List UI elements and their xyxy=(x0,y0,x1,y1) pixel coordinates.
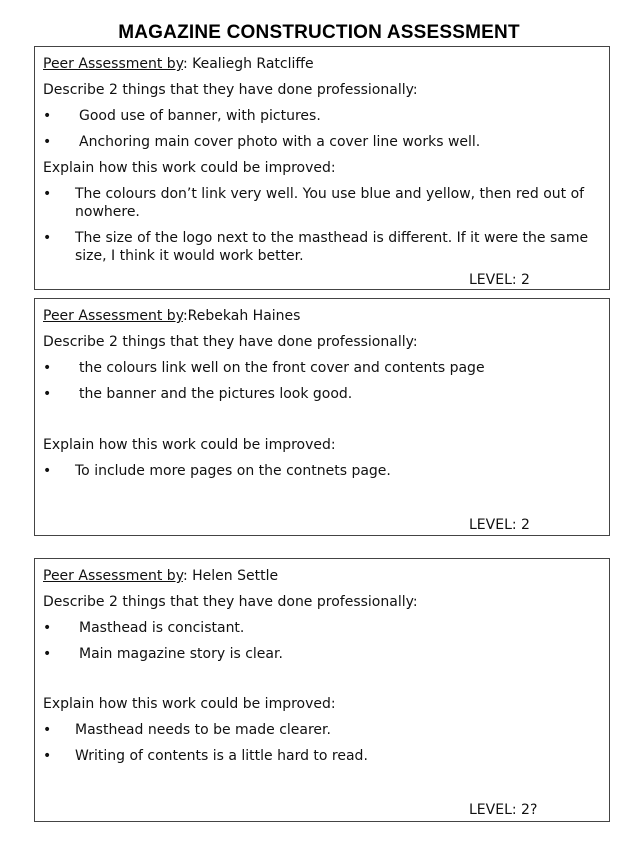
assessor-name: : Kealiegh Ratcliffe xyxy=(182,56,314,72)
bullet-icon: • xyxy=(43,186,52,202)
assessment-box-3 xyxy=(34,558,610,822)
assessor-label: Peer Assessment by xyxy=(43,308,183,324)
strength-item: the banner and the pictures look good. xyxy=(79,386,353,402)
assessor-line xyxy=(43,307,300,325)
improve-label: Explain how this work could be improved: xyxy=(43,437,336,453)
strength-item: Anchoring main cover photo with a cover line works well. xyxy=(79,134,481,150)
bullet-icon: • xyxy=(43,386,52,402)
bullet-icon: • xyxy=(43,748,52,764)
describe-label: Describe 2 things that they have done professionally: xyxy=(43,82,418,98)
bullet-icon: • xyxy=(43,620,52,636)
bullet-icon: • xyxy=(43,230,52,246)
strength-item: the colours link well on the front cover and contents page xyxy=(79,360,485,376)
level-score: LEVEL: 2? xyxy=(469,802,538,818)
bullet-icon: • xyxy=(43,646,52,662)
bullet-icon: • xyxy=(43,463,52,479)
bullet-icon: • xyxy=(43,360,52,376)
bullet-icon: • xyxy=(43,108,52,124)
improvement-item-line: nowhere. xyxy=(75,204,140,220)
improvement-item-line: The colours don’t link very well. You use blue and yellow, then red out of xyxy=(75,186,585,202)
describe-label: Describe 2 things that they have done professionally: xyxy=(43,334,418,350)
level-score: LEVEL: 2 xyxy=(469,272,530,288)
assessor-line xyxy=(43,55,314,73)
assessor-name: :Rebekah Haines xyxy=(182,308,301,324)
describe-label: Describe 2 things that they have done professionally: xyxy=(43,594,418,610)
strength-item: Masthead is concistant. xyxy=(79,620,245,636)
assessor-line xyxy=(43,567,278,585)
assessor-label: Peer Assessment by xyxy=(43,568,183,584)
improvement-item-line: size, I think it would work better. xyxy=(75,248,304,264)
assessment-box-1 xyxy=(34,46,610,290)
level-score: LEVEL: 2 xyxy=(469,517,530,533)
improvement-item-line: The size of the logo next to the masthead is different. If it were the same xyxy=(75,230,589,246)
strength-item: Main magazine story is clear. xyxy=(79,646,283,662)
improve-label: Explain how this work could be improved: xyxy=(43,696,336,712)
improvement-item: To include more pages on the contnets page. xyxy=(75,463,391,479)
bullet-icon: • xyxy=(43,134,52,150)
assessor-label: Peer Assessment by xyxy=(43,56,183,72)
assessment-box-2 xyxy=(34,298,610,536)
bullet-icon: • xyxy=(43,722,52,738)
strength-item: Good use of banner, with pictures. xyxy=(79,108,321,124)
page-title: MAGAZINE CONSTRUCTION ASSESSMENT xyxy=(118,22,520,43)
improve-label: Explain how this work could be improved: xyxy=(43,160,336,176)
assessor-name: : Helen Settle xyxy=(182,568,279,584)
improvement-item: Masthead needs to be made clearer. xyxy=(75,722,331,738)
improvement-item: Writing of contents is a little hard to read. xyxy=(75,748,368,764)
